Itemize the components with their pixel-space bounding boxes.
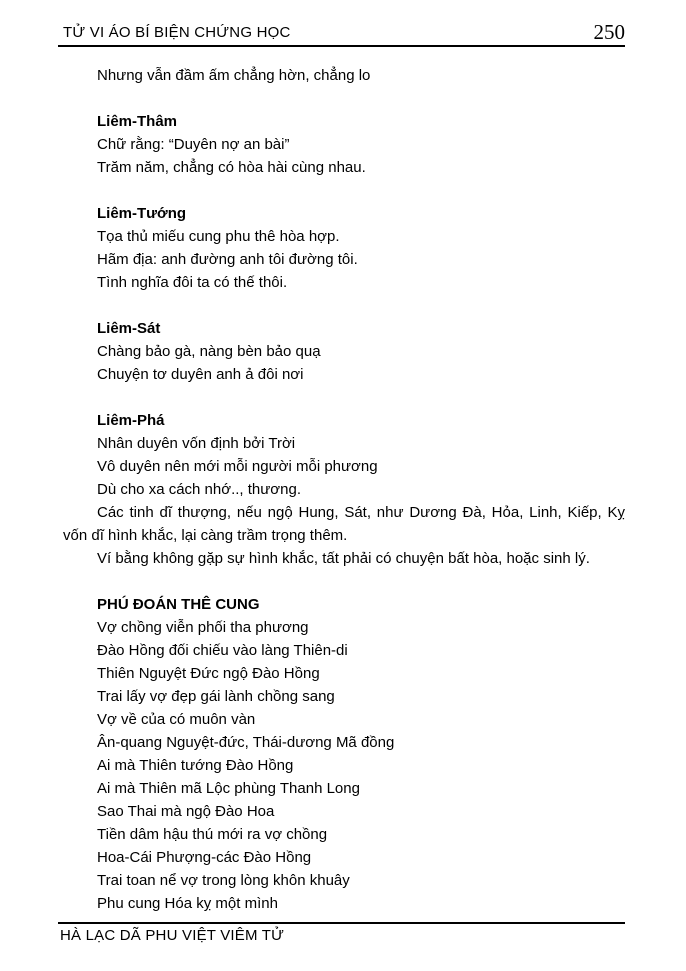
running-head-title: TỬ VI ÁO BÍ BIỆN CHỨNG HỌC — [63, 24, 291, 41]
poem-line: Hoa-Cái Phượng-các Đào Hồng — [97, 849, 312, 866]
poem-line: Tiền dâm hậu thú mới ra vợ chồng — [97, 826, 328, 843]
section-heading: Liêm-Tướng — [97, 205, 187, 222]
poem-line: Nhân duyên vốn định bởi Trời — [97, 435, 296, 452]
poem-line: Ai mà Thiên tướng Đào Hồng — [97, 757, 294, 774]
page-number: 250 — [593, 20, 625, 44]
poem-line: Hãm địa: anh đường anh tôi đường tôi. — [97, 251, 358, 268]
poem-line: Ai mà Thiên mã Lộc phùng Thanh Long — [97, 780, 360, 797]
section-heading: Liêm-Phá — [97, 412, 165, 429]
section-heading: PHÚ ĐOÁN THÊ CUNG — [97, 596, 260, 613]
poem-line: Thiên Nguyệt Đức ngộ Đào Hồng — [97, 665, 320, 682]
poem-line: Trai toan nể vợ trong lòng khôn khuây — [97, 872, 350, 889]
poem-line: Trăm năm, chẳng có hòa hài cùng nhau. — [97, 159, 366, 176]
body-paragraph: Các tinh dĩ thượng, nếu ngộ Hung, Sát, như Dương Đà, Hỏa, Linh, Kiếp, Kỵ vốn dĩ hình khắc, lại càng trầm trọng thêm. — [63, 504, 625, 544]
section-heading: Liêm-Sát — [97, 320, 161, 337]
poem-line: Ân-quang Nguyệt-đức, Thái-dương Mã đồng — [97, 734, 395, 751]
poem-line: Ví bằng không gặp sự hình khắc, tất phải có chuyện bất hòa, hoặc sinh lý. — [97, 550, 590, 567]
page-header — [58, 22, 625, 47]
poem-line: Vợ chồng viễn phối tha phương — [97, 619, 309, 636]
poem-line: Nhưng vẫn đầm ấm chẳng hờn, chẳng lo — [97, 67, 371, 84]
poem-line: Dù cho xa cách nhớ.., thương. — [97, 481, 301, 498]
poem-line: Phu cung Hóa kỵ một mình — [97, 895, 278, 912]
page-body — [63, 64, 625, 915]
poem-line: Sao Thai mà ngộ Đào Hoa — [97, 803, 275, 820]
poem-line: Chàng bảo gà, nàng bèn bảo quạ — [97, 343, 321, 360]
poem-line: Vợ về của có muôn vàn — [97, 711, 256, 728]
page-footer — [58, 922, 625, 946]
poem-line: Chữ rằng: “Duyên nợ an bài” — [97, 136, 290, 153]
poem-line: Tọa thủ miếu cung phu thê hòa hợp. — [97, 228, 340, 245]
section-heading: Liêm-Thâm — [97, 113, 178, 130]
poem-line: Tình nghĩa đôi ta có thế thôi. — [97, 274, 288, 291]
poem-line: Chuyện tơ duyên anh ả đôi nơi — [97, 366, 304, 383]
poem-line: Trai lấy vợ đẹp gái lành chồng sang — [97, 688, 335, 705]
poem-line: Vô duyên nên mới mỗi người mỗi phương — [97, 458, 378, 475]
poem-line: Đào Hồng đối chiếu vào làng Thiên-di — [97, 642, 348, 659]
footer-author: HÀ LẠC DÃ PHU VIỆT VIÊM TỬ — [60, 927, 285, 944]
